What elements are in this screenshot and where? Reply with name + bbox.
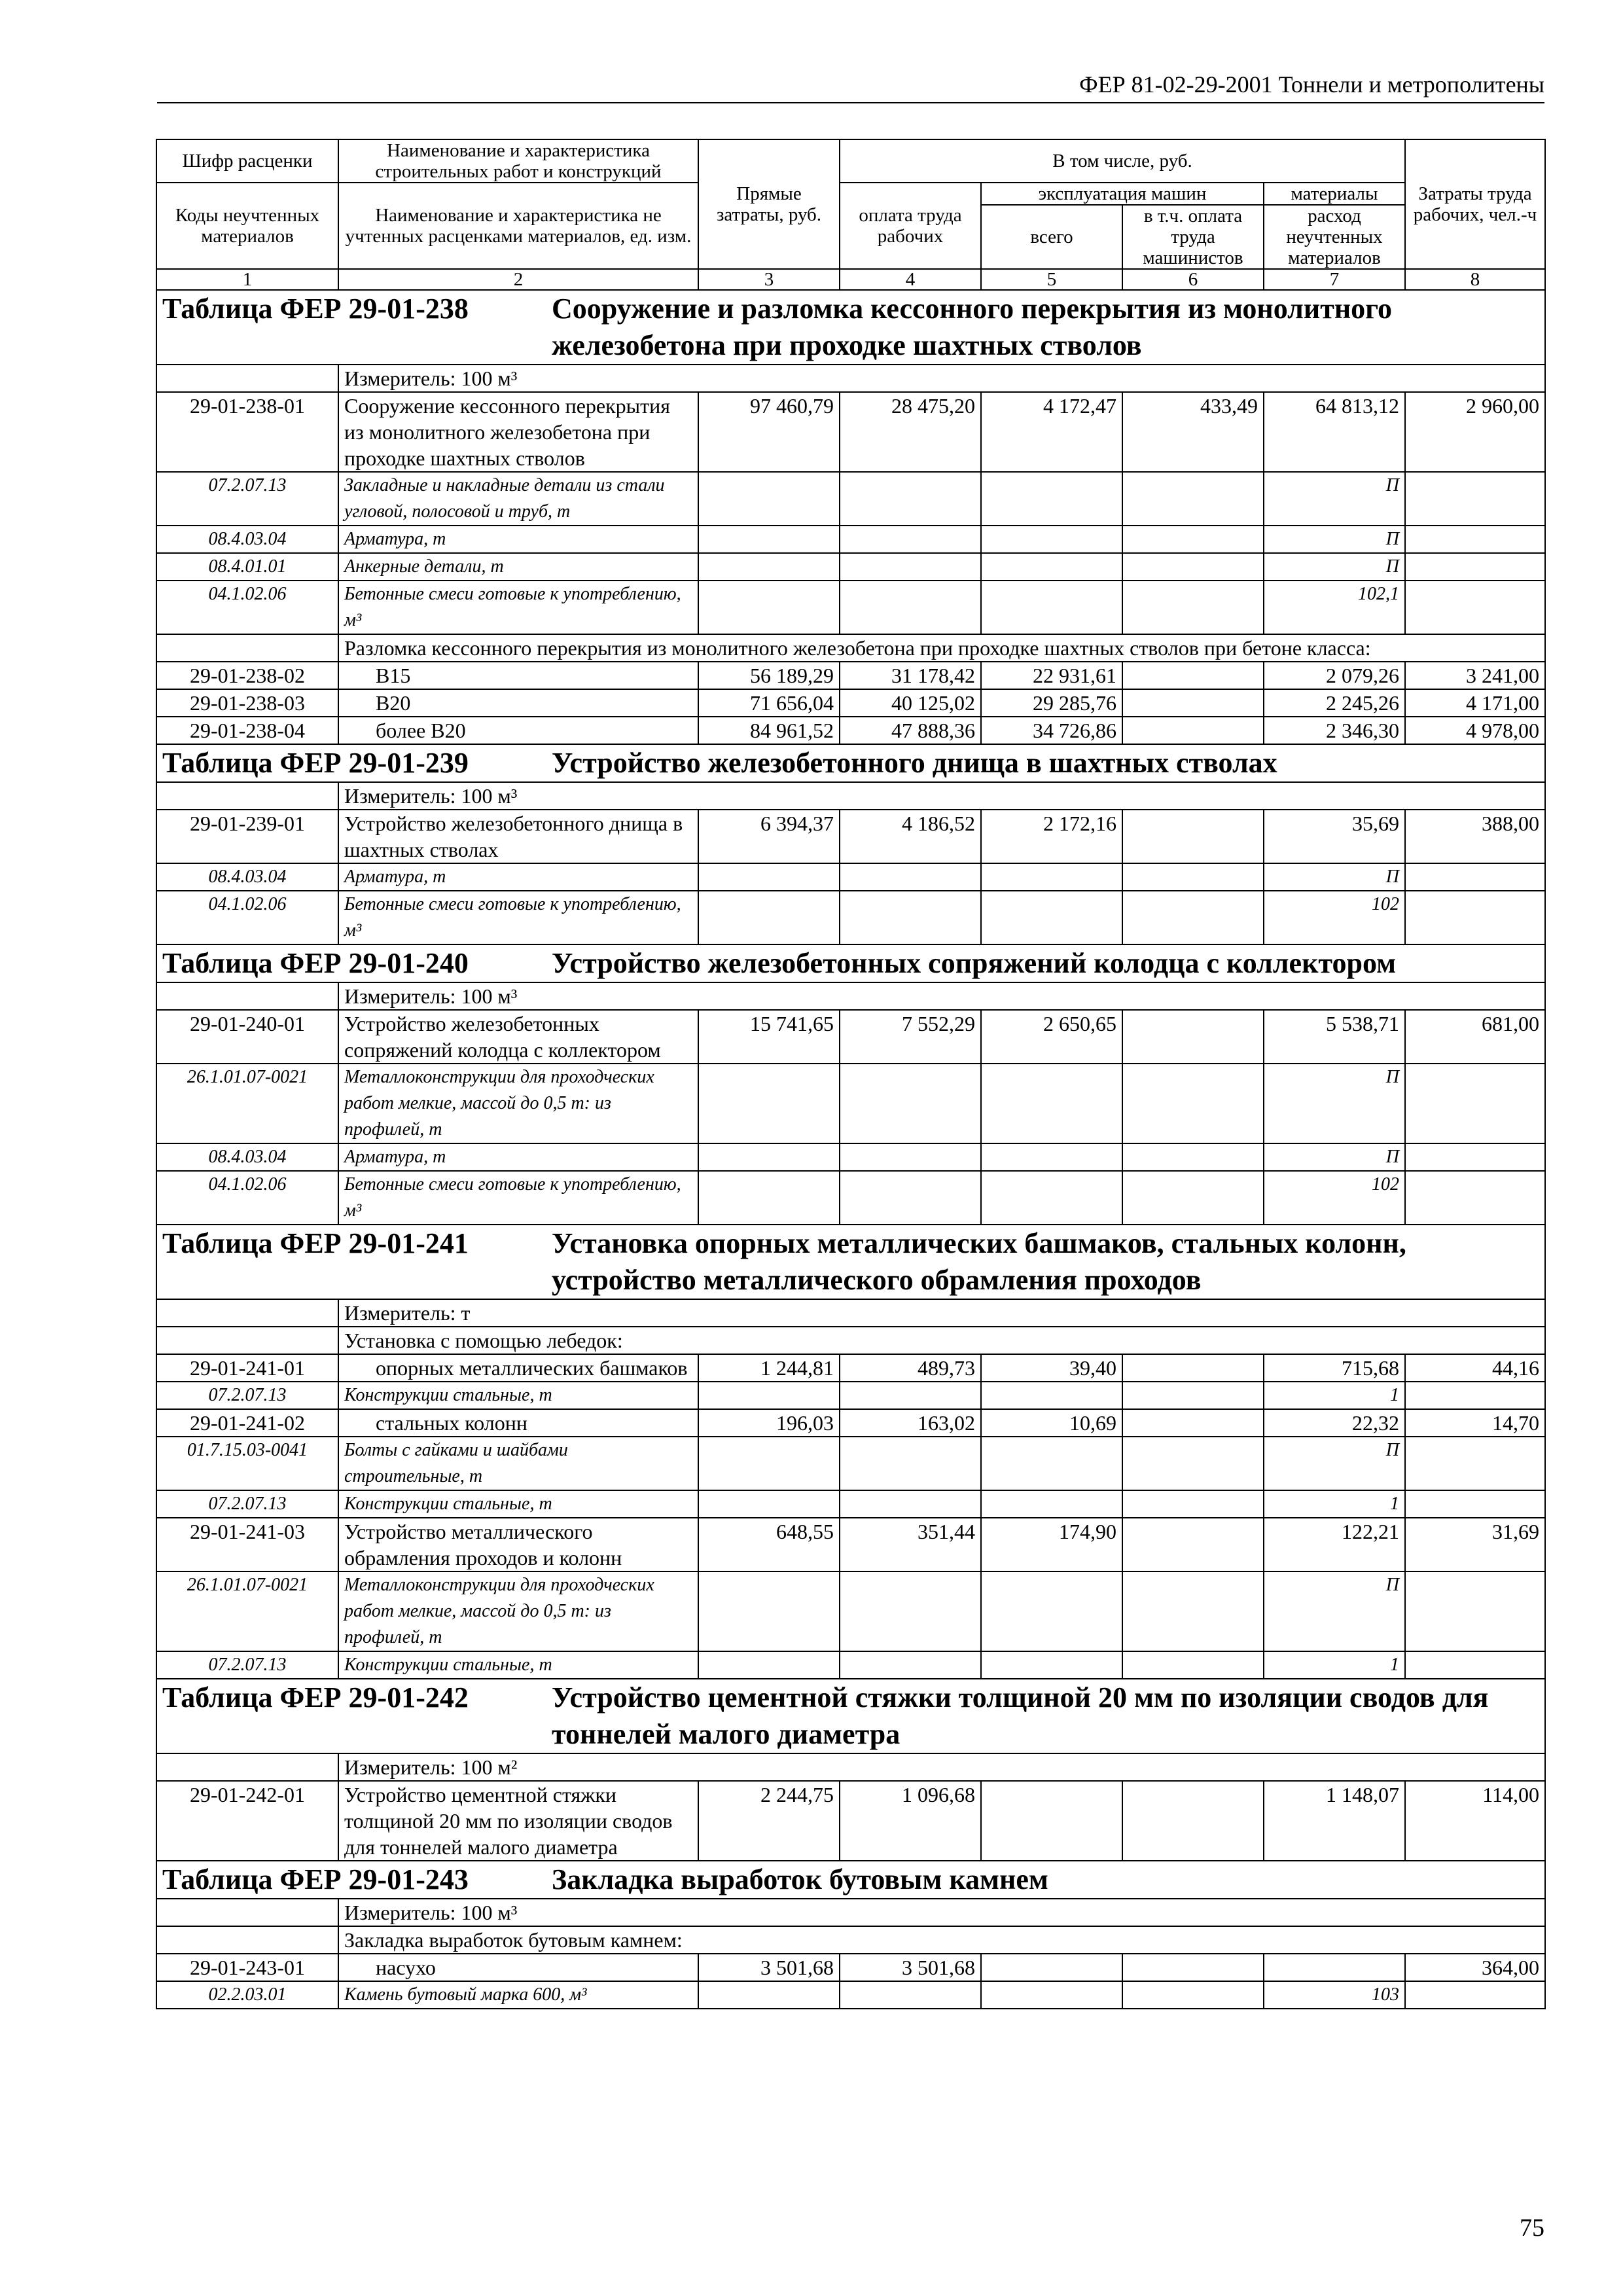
direct-cost: 56 189,29	[698, 662, 840, 689]
meter-row	[156, 1899, 1545, 1926]
material-cost: 1 148,07	[1264, 1781, 1405, 1861]
machinist-wage	[1122, 1354, 1264, 1382]
material-usage: П	[1264, 553, 1405, 581]
material-name: Бетонные смеси готовые к употреблению, м³	[338, 891, 698, 944]
direct-cost: 1 244,81	[698, 1354, 840, 1382]
rate-code: 29-01-243-01	[156, 1954, 338, 1981]
rate-name: Устройство цементной стяжки толщиной 20 мм по изоляции сводов для тоннелей малого диаметра	[338, 1781, 698, 1861]
col-labor-header: Затраты труда рабочих, чел.-ч	[1405, 139, 1545, 269]
rate-name: опорных металлических башмаков	[338, 1354, 698, 1382]
table-row	[156, 717, 1545, 744]
rate-code: 29-01-241-02	[156, 1409, 338, 1437]
wage-cost: 489,73	[840, 1354, 981, 1382]
col-direct-header: Прямые затраты, руб.	[698, 139, 840, 269]
material-row	[156, 1490, 1545, 1518]
material-row	[156, 472, 1545, 526]
material-code: 07.2.07.13	[156, 1490, 338, 1518]
meter-row	[156, 365, 1545, 392]
machine-cost: 4 172,47	[981, 392, 1122, 472]
col-number: 4	[840, 269, 981, 290]
material-name: Камень бутовый марка 600, м³	[338, 1981, 698, 2009]
rate-code: 29-01-242-01	[156, 1781, 338, 1861]
material-row	[156, 526, 1545, 553]
wage-cost: 47 888,36	[840, 717, 981, 744]
price-table	[156, 139, 1546, 2009]
material-code: 08.4.03.04	[156, 526, 338, 553]
table-title: Сооружение и разломка кессонного перекрытия из монолитного железобетона при проходке шахтных стволов	[552, 293, 1393, 361]
material-row	[156, 1981, 1545, 2009]
table-title: Закладка выработок бутовым камнем	[552, 1863, 1048, 1895]
table-number: Таблица ФЕР 29-01-242	[162, 1681, 469, 1713]
col-matcode-header: Коды неучтенных материалов	[156, 183, 338, 269]
direct-cost: 84 961,52	[698, 717, 840, 744]
machinist-wage	[1122, 1954, 1264, 1981]
group-label: Закладка выработок бутовым камнем:	[338, 1926, 1545, 1954]
table-row	[156, 392, 1545, 472]
machine-cost: 29 285,76	[981, 689, 1122, 717]
labor-hours: 388,00	[1405, 810, 1545, 863]
material-row	[156, 863, 1545, 891]
rate-name: B15	[338, 662, 698, 689]
material-usage: 1	[1264, 1651, 1405, 1679]
rate-name: Сооружение кессонного перекрытия из монолитного железобетона при проходке шахтных стволов	[338, 392, 698, 472]
material-code: 07.2.07.13	[156, 1382, 338, 1409]
material-code: 08.4.01.01	[156, 553, 338, 581]
material-name: Металлоконструкции для проходческих работ мелкие, массой до 0,5 т: из профилей, т	[338, 1064, 698, 1143]
col-number: 8	[1405, 269, 1545, 290]
machine-cost: 10,69	[981, 1409, 1122, 1437]
material-cost: 5 538,71	[1264, 1010, 1405, 1064]
machinist-wage	[1122, 810, 1264, 863]
material-code: 26.1.01.07-0021	[156, 1064, 338, 1143]
page-number: 75	[1520, 2214, 1544, 2242]
material-name: Закладные и накладные детали из стали угловой, полосовой и труб, т	[338, 472, 698, 526]
col-matname-header: Наименование и характеристика не учтенных расценками материалов, ед. изм.	[338, 183, 698, 269]
page-header: ФЕР 81-02-29-2001 Тоннели и метрополитены	[157, 71, 1544, 103]
material-usage: 103	[1264, 1981, 1405, 2009]
material-name: Арматура, т	[338, 526, 698, 553]
col-mach-wage-header: в т.ч. оплата труда машинистов	[1122, 205, 1264, 269]
material-row	[156, 553, 1545, 581]
table-title: Устройство железобетонного днища в шахтных стволах	[552, 747, 1277, 779]
machinist-wage	[1122, 1518, 1264, 1571]
labor-hours: 681,00	[1405, 1010, 1545, 1064]
col-materials-header: материалы	[1264, 183, 1405, 205]
rate-name: насухо	[338, 1954, 698, 1981]
table-number: Таблица ФЕР 29-01-241	[162, 1227, 469, 1259]
material-row	[156, 891, 1545, 944]
machinist-wage	[1122, 689, 1264, 717]
material-code: 04.1.02.06	[156, 891, 338, 944]
material-code: 07.2.07.13	[156, 472, 338, 526]
material-row	[156, 1571, 1545, 1651]
group-label: Разломка кессонного перекрытия из монолитного железобетона при проходке шахтных стволов при бетоне класса:	[338, 634, 1545, 662]
material-usage: П	[1264, 1143, 1405, 1171]
direct-cost: 3 501,68	[698, 1954, 840, 1981]
labor-hours: 364,00	[1405, 1954, 1545, 1981]
material-cost: 715,68	[1264, 1354, 1405, 1382]
material-name: Бетонные смеси готовые к употреблению, м³	[338, 1171, 698, 1225]
meter-row	[156, 1299, 1545, 1327]
wage-cost: 4 186,52	[840, 810, 981, 863]
material-usage: П	[1264, 472, 1405, 526]
material-name: Конструкции стальные, т	[338, 1651, 698, 1679]
table-title-row	[156, 1861, 1545, 1899]
col-number: 6	[1122, 269, 1264, 290]
rate-code: 29-01-238-02	[156, 662, 338, 689]
wage-cost: 351,44	[840, 1518, 981, 1571]
table-title-row	[156, 1679, 1545, 1753]
rate-name: Устройство железобетонных сопряжений колодца с коллектором	[338, 1010, 698, 1064]
wage-cost: 163,02	[840, 1409, 981, 1437]
wage-cost: 7 552,29	[840, 1010, 981, 1064]
table-row	[156, 662, 1545, 689]
machinist-wage	[1122, 1409, 1264, 1437]
material-row	[156, 1382, 1545, 1409]
header-row	[156, 139, 1545, 183]
material-code: 07.2.07.13	[156, 1651, 338, 1679]
table-title-row	[156, 290, 1545, 365]
meter-row	[156, 1753, 1545, 1781]
col-machines-header: эксплуатация машин	[981, 183, 1264, 205]
meter-label: Измеритель: 100 м³	[338, 1899, 1545, 1926]
machine-cost	[981, 1781, 1122, 1861]
col-number: 1	[156, 269, 338, 290]
table-title-row	[156, 744, 1545, 782]
col-wage-header: оплата труда рабочих	[840, 183, 981, 269]
rate-code: 29-01-238-01	[156, 392, 338, 472]
table-row	[156, 1781, 1545, 1861]
meter-label: Измеритель: 100 м³	[338, 365, 1545, 392]
machinist-wage	[1122, 1781, 1264, 1861]
meter-row	[156, 782, 1545, 810]
material-usage: П	[1264, 1571, 1405, 1651]
col-code-header: Шифр расценки	[156, 139, 338, 183]
table-number: Таблица ФЕР 29-01-240	[162, 947, 469, 979]
wage-cost: 28 475,20	[840, 392, 981, 472]
material-code: 02.2.03.01	[156, 1981, 338, 2009]
machine-cost: 39,40	[981, 1354, 1122, 1382]
material-row	[156, 581, 1545, 634]
direct-cost: 2 244,75	[698, 1781, 840, 1861]
machinist-wage: 433,49	[1122, 392, 1264, 472]
table-number: Таблица ФЕР 29-01-238	[162, 293, 469, 325]
direct-cost: 6 394,37	[698, 810, 840, 863]
rate-code: 29-01-238-03	[156, 689, 338, 717]
table-row	[156, 810, 1545, 863]
direct-cost: 196,03	[698, 1409, 840, 1437]
material-usage: 102,1	[1264, 581, 1405, 634]
table-row	[156, 1409, 1545, 1437]
material-name: Болты с гайками и шайбами строительные, т	[338, 1437, 698, 1490]
col-incl-header: В том числе, руб.	[840, 139, 1405, 183]
rate-code: 29-01-238-04	[156, 717, 338, 744]
col-mat-use-header: расход неучтенных материалов	[1264, 205, 1405, 269]
material-code: 04.1.02.06	[156, 581, 338, 634]
material-row	[156, 1143, 1545, 1171]
material-usage: 1	[1264, 1490, 1405, 1518]
labor-hours: 114,00	[1405, 1781, 1545, 1861]
machinist-wage	[1122, 662, 1264, 689]
table-title: Устройство цементной стяжки толщиной 20 мм по изоляции сводов для тоннелей малого диаметра	[552, 1681, 1489, 1750]
wage-cost: 31 178,42	[840, 662, 981, 689]
material-code: 04.1.02.06	[156, 1171, 338, 1225]
material-cost: 2 245,26	[1264, 689, 1405, 717]
labor-hours: 4 978,00	[1405, 717, 1545, 744]
machine-cost: 174,90	[981, 1518, 1122, 1571]
material-cost: 64 813,12	[1264, 392, 1405, 472]
table-row	[156, 1010, 1545, 1064]
group-row	[156, 1327, 1545, 1354]
material-row	[156, 1651, 1545, 1679]
table-number: Таблица ФЕР 29-01-239	[162, 747, 469, 779]
table-title-row	[156, 944, 1545, 982]
material-cost	[1264, 1954, 1405, 1981]
col-number: 7	[1264, 269, 1405, 290]
group-row	[156, 634, 1545, 662]
direct-cost: 15 741,65	[698, 1010, 840, 1064]
direct-cost: 648,55	[698, 1518, 840, 1571]
material-row	[156, 1437, 1545, 1490]
rate-code: 29-01-239-01	[156, 810, 338, 863]
labor-hours: 44,16	[1405, 1354, 1545, 1382]
material-usage: 102	[1264, 891, 1405, 944]
machine-cost: 2 172,16	[981, 810, 1122, 863]
labor-hours: 3 241,00	[1405, 662, 1545, 689]
material-code: 01.7.15.03-0041	[156, 1437, 338, 1490]
material-cost: 22,32	[1264, 1409, 1405, 1437]
meter-label: Измеритель: 100 м²	[338, 1753, 1545, 1781]
meter-row	[156, 982, 1545, 1010]
meter-label: Измеритель: 100 м³	[338, 782, 1545, 810]
rate-name: Устройство железобетонного днища в шахтных стволах	[338, 810, 698, 863]
material-code: 08.4.03.04	[156, 863, 338, 891]
rate-name: Устройство металлического обрамления проходов и колонн	[338, 1518, 698, 1571]
labor-hours: 31,69	[1405, 1518, 1545, 1571]
material-usage: П	[1264, 863, 1405, 891]
machine-cost: 2 650,65	[981, 1010, 1122, 1064]
col-mach-total-header: всего	[981, 205, 1122, 269]
material-name: Металлоконструкции для проходческих работ мелкие, массой до 0,5 т: из профилей, т	[338, 1571, 698, 1651]
material-cost: 122,21	[1264, 1518, 1405, 1571]
col-number: 2	[338, 269, 698, 290]
group-row	[156, 1926, 1545, 1954]
material-usage: 102	[1264, 1171, 1405, 1225]
table-title-row	[156, 1225, 1545, 1299]
material-usage: П	[1264, 1437, 1405, 1490]
machinist-wage	[1122, 1010, 1264, 1064]
material-row	[156, 1171, 1545, 1225]
material-cost: 2 079,26	[1264, 662, 1405, 689]
table-row	[156, 1954, 1545, 1981]
material-name: Арматура, т	[338, 863, 698, 891]
col-name-header: Наименование и характеристика строительных работ и конструкций	[338, 139, 698, 183]
labor-hours: 14,70	[1405, 1409, 1545, 1437]
machine-cost: 22 931,61	[981, 662, 1122, 689]
wage-cost: 1 096,68	[840, 1781, 981, 1861]
labor-hours: 2 960,00	[1405, 392, 1545, 472]
column-numbers-row	[156, 269, 1545, 290]
material-name: Бетонные смеси готовые к употреблению, м³	[338, 581, 698, 634]
rate-code: 29-01-240-01	[156, 1010, 338, 1064]
material-name: Арматура, т	[338, 1143, 698, 1171]
material-code: 08.4.03.04	[156, 1143, 338, 1171]
machine-cost	[981, 1954, 1122, 1981]
table-row	[156, 689, 1545, 717]
direct-cost: 71 656,04	[698, 689, 840, 717]
table-number: Таблица ФЕР 29-01-243	[162, 1863, 469, 1895]
material-cost: 2 346,30	[1264, 717, 1405, 744]
meter-label: Измеритель: 100 м³	[338, 982, 1545, 1010]
material-code: 26.1.01.07-0021	[156, 1571, 338, 1651]
material-row	[156, 1064, 1545, 1143]
header-row	[156, 183, 1545, 205]
machine-cost: 34 726,86	[981, 717, 1122, 744]
table-row	[156, 1354, 1545, 1382]
group-label: Установка с помощью лебедок:	[338, 1327, 1545, 1354]
wage-cost: 40 125,02	[840, 689, 981, 717]
rate-code: 29-01-241-01	[156, 1354, 338, 1382]
meter-label: Измеритель: т	[338, 1299, 1545, 1327]
col-number: 3	[698, 269, 840, 290]
rate-name: стальных колонн	[338, 1409, 698, 1437]
material-cost: 35,69	[1264, 810, 1405, 863]
material-usage: П	[1264, 526, 1405, 553]
machinist-wage	[1122, 717, 1264, 744]
direct-cost: 97 460,79	[698, 392, 840, 472]
labor-hours: 4 171,00	[1405, 689, 1545, 717]
col-number: 5	[981, 269, 1122, 290]
table-title: Установка опорных металлических башмаков, стальных колонн, устройство металлического обрамления проходов	[552, 1227, 1406, 1296]
rate-name: B20	[338, 689, 698, 717]
material-name: Анкерные детали, т	[338, 553, 698, 581]
table-row	[156, 1518, 1545, 1571]
table-title: Устройство железобетонных сопряжений колодца с коллектором	[552, 947, 1397, 979]
rate-code: 29-01-241-03	[156, 1518, 338, 1571]
wage-cost: 3 501,68	[840, 1954, 981, 1981]
material-name: Конструкции стальные, т	[338, 1382, 698, 1409]
rate-name: более B20	[338, 717, 698, 744]
material-name: Конструкции стальные, т	[338, 1490, 698, 1518]
material-usage: 1	[1264, 1382, 1405, 1409]
material-usage: П	[1264, 1064, 1405, 1143]
